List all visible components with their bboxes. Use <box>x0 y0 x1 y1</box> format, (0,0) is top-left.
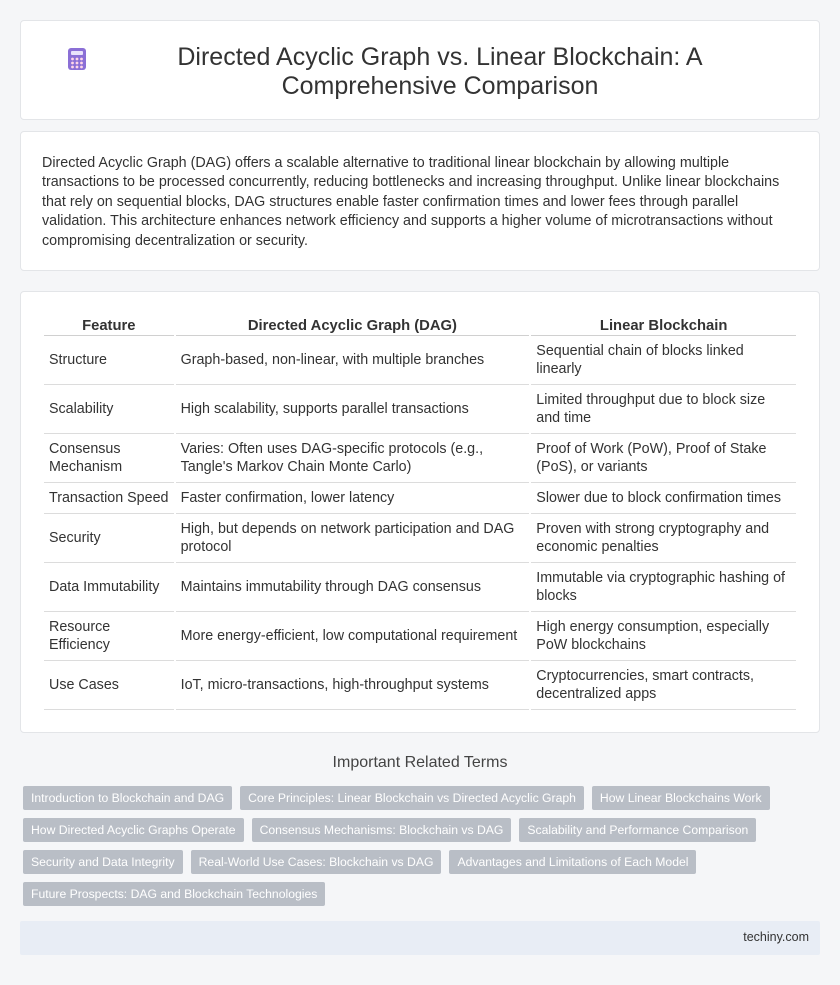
feature-cell: Use Cases <box>44 661 174 710</box>
dag-cell: Maintains immutability through DAG consensus <box>176 563 530 612</box>
dag-cell: More energy-efficient, low computational requirement <box>176 612 530 661</box>
feature-cell: Transaction Speed <box>44 483 174 514</box>
page-title: Directed Acyclic Graph vs. Linear Blockchain: A Comprehensive Comparison <box>177 43 703 100</box>
footer <box>20 921 820 955</box>
related-term-tag[interactable]: Advantages and Limitations of Each Model <box>449 850 696 874</box>
dag-cell: IoT, micro-transactions, high-throughput systems <box>176 661 530 710</box>
feature-cell: Consensus Mechanism <box>44 434 174 483</box>
blockchain-cell: Slower due to block confirmation times <box>531 483 796 514</box>
dag-cell: High scalability, supports parallel transactions <box>176 385 530 434</box>
related-term-tag[interactable]: How Directed Acyclic Graphs Operate <box>23 818 244 842</box>
table-row <box>44 661 796 710</box>
table-row <box>44 336 796 385</box>
feature-cell: Structure <box>44 336 174 385</box>
dag-cell: Varies: Often uses DAG-specific protocols (e.g., Tangle's Markov Chain Monte Carlo) <box>176 434 530 483</box>
column-header-blockchain: Linear Blockchain <box>531 316 796 336</box>
related-terms-heading: Important Related Terms <box>332 754 508 771</box>
related-term-tag[interactable]: Consensus Mechanisms: Blockchain vs DAG <box>252 818 512 842</box>
dag-cell: Faster confirmation, lower latency <box>176 483 530 514</box>
dag-cell: Graph-based, non-linear, with multiple branches <box>176 336 530 385</box>
table-row <box>44 483 796 514</box>
feature-cell: Scalability <box>44 385 174 434</box>
related-term-tag[interactable]: How Linear Blockchains Work <box>592 786 770 810</box>
table-row <box>44 612 796 661</box>
related-term-tag[interactable]: Security and Data Integrity <box>23 850 183 874</box>
intro-card <box>20 131 820 271</box>
related-term-tag[interactable]: Real-World Use Cases: Blockchain vs DAG <box>191 850 442 874</box>
feature-cell: Data Immutability <box>44 563 174 612</box>
blockchain-cell: Cryptocurrencies, smart contracts, decentralized apps <box>531 661 796 710</box>
table-row <box>44 434 796 483</box>
dag-cell: High, but depends on network participation and DAG protocol <box>176 514 530 563</box>
blockchain-cell: Immutable via cryptographic hashing of blocks <box>531 563 796 612</box>
table-header-row <box>44 316 796 336</box>
related-term-tag[interactable]: Core Principles: Linear Blockchain vs Directed Acyclic Graph <box>240 786 584 810</box>
related-term-tag[interactable]: Introduction to Blockchain and DAG <box>23 786 232 810</box>
table-row <box>44 563 796 612</box>
comparison-table <box>42 316 798 710</box>
blockchain-cell: Limited throughput due to block size and time <box>531 385 796 434</box>
table-row <box>44 385 796 434</box>
column-header-dag: Directed Acyclic Graph (DAG) <box>176 316 530 336</box>
feature-cell: Resource Efficiency <box>44 612 174 661</box>
related-term-tag[interactable]: Future Prospects: DAG and Blockchain Technologies <box>23 882 325 906</box>
blockchain-cell: High energy consumption, especially PoW blockchains <box>531 612 796 661</box>
feature-cell: Security <box>44 514 174 563</box>
site-name[interactable]: techiny.com <box>743 930 809 944</box>
column-header-feature: Feature <box>44 316 174 336</box>
blockchain-cell: Sequential chain of blocks linked linearly <box>531 336 796 385</box>
blockchain-cell: Proven with strong cryptography and economic penalties <box>531 514 796 563</box>
related-term-tag[interactable]: Scalability and Performance Comparison <box>519 818 756 842</box>
table-row <box>44 514 796 563</box>
title-card <box>20 20 820 120</box>
related-terms-list <box>23 786 803 906</box>
comparison-card <box>20 291 820 733</box>
blockchain-cell: Proof of Work (PoW), Proof of Stake (PoS), or variants <box>531 434 796 483</box>
intro-paragraph: Directed Acyclic Graph (DAG) offers a scalable alternative to traditional linear blockchain by allowing multiple transactions to be processed concurrently, reducing bottlenecks and increasing throughput. Unlike linear blockchains that rely on sequential blocks, DAG structures enable faster confirmation times and lower fees through parallel validation. This architecture enhances network efficiency and supports a higher volume of microtransactions without compromising decentralization or security. <box>42 155 780 249</box>
